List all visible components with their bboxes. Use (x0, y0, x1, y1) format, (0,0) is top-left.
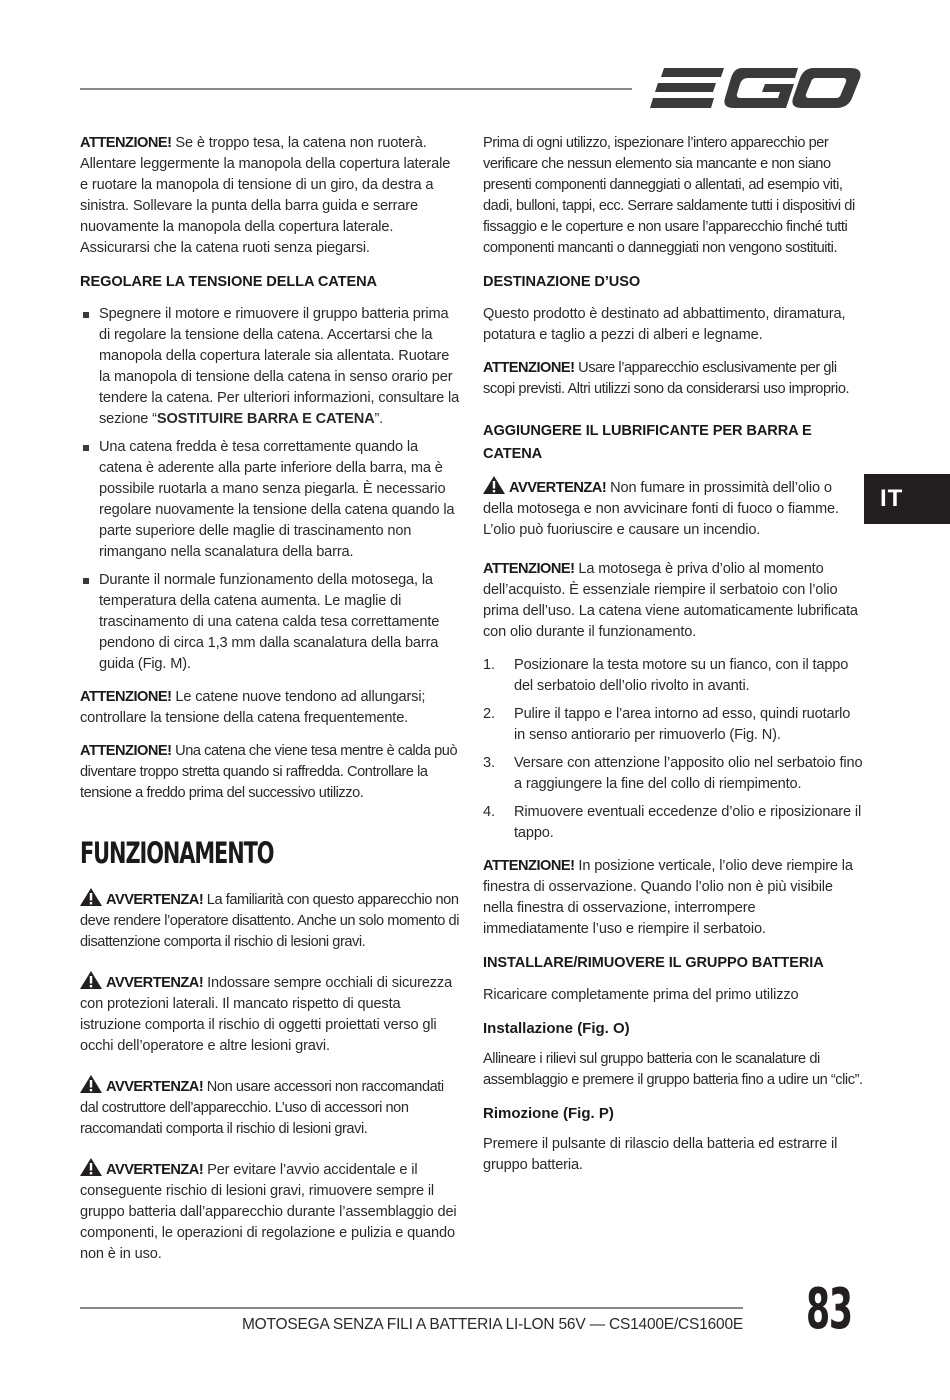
paragraph-text: La familiarità con questo apparecchio non deve rendere l’operatore disattento. Anche un solo momento di disattenzione comporta il rischio di lesioni gravi. (80, 892, 460, 950)
bullet-square-icon (83, 312, 89, 318)
numbered-steps (483, 655, 865, 844)
intro-paragraph: Prima di ogni utilizzo, ispezionare l’intero apparecchio per verificare che nessun elemento sia mancante e non siano presenti componenti danneggiati o allentati, ad esempio viti, dadi, bulloni, tappi, ecc. Serrare saldamente tutti i dispositivi di fissaggio e le coperture e non usare l’apparecchio finché tutti componenti mancanti o danneggiati non vengono sostituiti. (483, 135, 855, 256)
rimozione-paragraph: Premere il pulsante di rilascio della batteria ed estrarre il gruppo batteria. (483, 1136, 838, 1173)
warning-triangle-icon (80, 888, 102, 906)
bullet-square-icon (83, 578, 89, 584)
attenzione-paragraph-3 (80, 741, 462, 804)
list-item (80, 570, 462, 675)
avvertenza-paragraph-1 (80, 888, 462, 953)
section-heading-destinazione: DESTINAZIONE D’USO (483, 274, 641, 290)
list-item-text: Durante il normale funzionamento della motosega, la temperatura della catena aumenta. Le maglie di trascinamento di una catena calda tesa correttamente pendono di circa 1,3 mm dalla scanalatura della barra guida (Fig. M). (99, 572, 440, 672)
section-heading-regolare: REGOLARE LA TENSIONE DELLA CATENA (80, 274, 377, 290)
section-title-funzionamento: FUNZIONAMENTO (80, 836, 274, 870)
step-text: Versare con attenzione l’apposito olio nel serbatoio fino a raggiungere la fine del collo di riempimento. (514, 755, 863, 792)
warning-triangle-icon (80, 1075, 102, 1093)
step-item (483, 655, 865, 697)
batteria-paragraph: Ricaricare completamente prima del primo utilizzo (483, 987, 799, 1003)
language-tab-it (864, 474, 950, 524)
footer-rule (80, 1307, 743, 1309)
warning-triangle-icon (80, 1158, 102, 1176)
language-tab-label: IT (880, 485, 904, 512)
step-item (483, 704, 865, 746)
warning-triangle-icon (483, 476, 505, 494)
attenzione-paragraph-1 (80, 133, 462, 259)
step-number: 4. (483, 804, 495, 820)
avvertenza-label: AVVERTENZA! (106, 975, 204, 991)
subheading-rimozione: Rimozione (Fig. P) (483, 1105, 614, 1122)
paragraph-text: Non fumare in prossimità dell’olio o della motosega e non avvicinare fonti di fuoco o fiamme. L’olio può fuoriuscire e causare un incendio. (483, 480, 839, 538)
paragraph-text: Indossare sempre occhiali di sicurezza con protezioni laterali. Il mancato rispetto di questa istruzione comporta il rischio di oggetti proiettati verso gli occhi dell’operatore e altre lesioni gravi. (80, 975, 453, 1054)
list-item (80, 437, 462, 563)
list-item-text: Una catena fredda è tesa correttamente quando la catena è aderente alla parte inferiore della barra, ma è possibile ruotarla a mano senza piegarla. È necessario regolare nuovamente la tensione della catena quando la parte superiore delle maglie di trascinamento non rimangano nella scanalatura della barra. (99, 439, 455, 560)
attenzione-label: ATTENZIONE! (80, 135, 172, 151)
step-number: 1. (483, 657, 495, 673)
paragraph-text: Non usare accessori non raccomandati dal costruttore dell’apparecchio. L’uso di accessori non raccomandati comporta il rischio di lesioni gravi. (80, 1079, 444, 1137)
destinazione-paragraph: Questo prodotto è destinato ad abbattimento, diramatura, potatura e taglio a pezzi di alberi e legname. (483, 306, 846, 343)
avvertenza-paragraph-4 (80, 1158, 462, 1265)
attenzione-paragraph-scopi (483, 358, 865, 400)
paragraph-text: La motosega è priva d’olio al momento dell’acquisto. È essenziale riempire il serbatoio con l’olio prima dell’uso. La catena viene automaticamente lubrificata con olio durante il funzionamento. (483, 561, 858, 640)
section-heading-batteria: INSTALLARE/RIMUOVERE IL GRUPPO BATTERIA (483, 955, 824, 971)
paragraph-text: Le catene nuove tendono ad allungarsi; controllare la tensione della catena frequentemente. (80, 689, 426, 726)
section-heading-lubrificante: AGGIUNGERE IL LUBRIFICANTE PER BARRA E CATENA (483, 423, 812, 462)
avvertenza-label: AVVERTENZA! (509, 480, 607, 496)
attenzione-paragraph-olio (483, 559, 865, 643)
paragraph-text: Usare l’apparecchio esclusivamente per gli scopi previsti. Altri utilizzi sono da considerarsi uso improprio. (483, 360, 850, 397)
warning-triangle-icon (80, 971, 102, 989)
list-item-text-end: ”. (374, 411, 384, 427)
attenzione-label: ATTENZIONE! (80, 743, 172, 759)
attenzione-label: ATTENZIONE! (483, 561, 575, 577)
attenzione-label: ATTENZIONE! (483, 360, 575, 376)
left-column (80, 133, 462, 1277)
paragraph-text: Per evitare l’avvio accidentale e il conseguente rischio di lesioni gravi, rimuovere sempre il gruppo batteria dall’apparecchio durante l’assemblaggio dei componenti, le operazioni di regolazione e pulizia e quando non è in uso. (80, 1162, 457, 1262)
avvertenza-label: AVVERTENZA! (106, 1162, 204, 1178)
attenzione-label: ATTENZIONE! (80, 689, 172, 705)
bullet-list (80, 304, 462, 675)
step-item (483, 802, 865, 844)
step-item (483, 753, 865, 795)
step-text: Rimuovere eventuali eccedenze d’olio e riposizionare il tappo. (514, 804, 862, 841)
attenzione-paragraph-2 (80, 687, 462, 729)
installazione-paragraph: Allineare i rilievi sul gruppo batteria con le scanalature di assemblaggio e premere il gruppo batteria fino a udire un “clic”. (483, 1051, 863, 1088)
header-rule (80, 88, 632, 90)
avvertenza-label: AVVERTENZA! (106, 1079, 204, 1095)
attenzione-paragraph-finestra (483, 856, 865, 940)
right-column (483, 133, 865, 1188)
ego-logo (650, 60, 862, 116)
list-item-text: Spegnere il motore e rimuovere il gruppo batteria prima di regolare la tensione della catena. Accertarsi che la manopola della copertura laterale sia allentata. Ruotare la manopola di tensione della catena in senso orario per tendere la catena. Per ulteriori informazioni, consultare la sezione “ (99, 306, 460, 427)
paragraph-text: Una catena che viene tesa mentre è calda può diventare troppo stretta quando si raffredda. Controllare la tensione a freddo prima del successivo utilizzo. (80, 743, 458, 801)
step-number: 3. (483, 755, 495, 771)
step-text: Posizionare la testa motore su un fianco, con il tappo del serbatoio dell’olio rivolto in avanti. (514, 657, 849, 694)
list-item (80, 304, 462, 430)
step-text: Pulire il tappo e l’area intorno ad esso, quindi ruotarlo in senso antiorario per rimuoverlo (Fig. N). (514, 706, 851, 743)
attenzione-label: ATTENZIONE! (483, 858, 575, 874)
bullet-square-icon (83, 445, 89, 451)
avvertenza-label: AVVERTENZA! (106, 892, 204, 908)
paragraph-text: In posizione verticale, l’olio deve riempire la finestra di osservazione. Quando l’olio non è più visibile nella finestra di osservazione, interrompere immediatamente l’uso e riempire il serbatoio. (483, 858, 853, 937)
paragraph-text: Se è troppo tesa, la catena non ruoterà. Allentare leggermente la manopola della copertura laterale e ruotare la manopola di tensione di un giro, da destra a sinistra. Sollevare la punta della barra guida e serrare nuovamente la manopola della copertura laterale. Assicurarsi che la catena ruoti senza piegarsi. (80, 135, 451, 256)
footer-title: MOTOSEGA SENZA FILI A BATTERIA LI-LON 56V — CS1400E/CS1600E (241, 1316, 743, 1333)
avvertenza-paragraph-2 (80, 971, 462, 1057)
section-reference: SOSTITUIRE BARRA E CATENA (156, 411, 375, 427)
page-number: 83 (806, 1277, 852, 1342)
step-number: 2. (483, 706, 495, 722)
subheading-installazione: Installazione (Fig. O) (483, 1020, 630, 1037)
avvertenza-paragraph-3 (80, 1075, 462, 1140)
avvertenza-paragraph-olio (483, 476, 865, 541)
